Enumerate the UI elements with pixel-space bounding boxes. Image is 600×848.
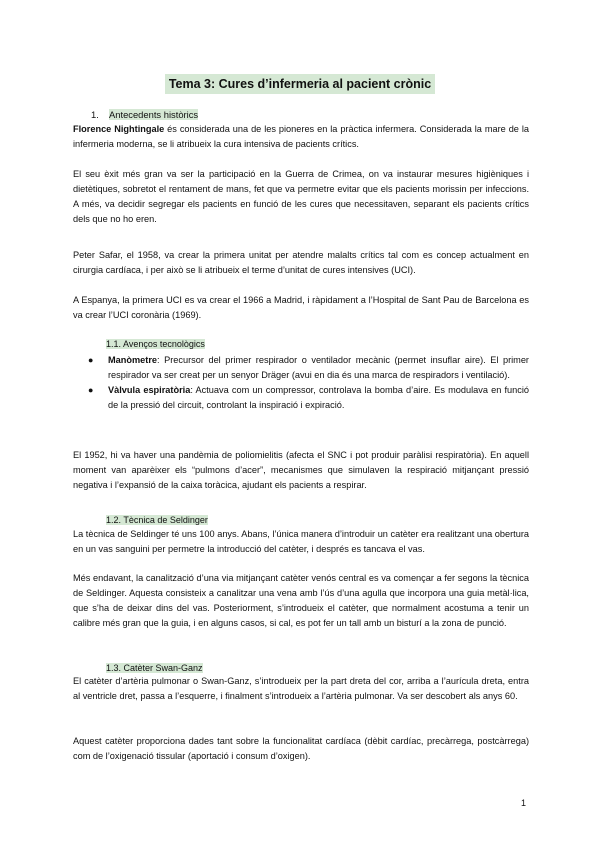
paragraph-1-bold: Florence Nightingale: [73, 124, 165, 134]
paragraph-8: [73, 674, 529, 704]
subsection-label: 1.2. Tècnica de Seldinger: [106, 515, 208, 525]
list-item-bold: Manòmetre: [108, 355, 158, 365]
subsection-heading-1-2: [106, 513, 208, 527]
bullet-icon: ●: [88, 355, 94, 365]
subsection-heading-1-3: [106, 661, 203, 675]
list-item: [88, 353, 529, 383]
paragraph-1-text: és considerada una de les pioneres en la pràctica infermera. Considerada la mare de la infermeria moderna, se li atribueix la cura intensiva de pacients crítics.: [73, 124, 529, 149]
paragraph-5-text: El 1952, hi va haver una pandèmia de poliomielitis (afecta el SNC i pot produir paràlisi respiratòria). En aquell moment van aparèixer els “pulmons d’acer”, mecanismes que simulaven la respiració mitjançant pressió negativa i l’expansió de la caixa toràcica, ajudant els pacients a respirar.: [73, 450, 529, 490]
paragraph-3-text: Peter Safar, el 1958, va crear la primera unitat per atendre malalts crítics tal com es concep actualment en cirurgia cardíaca, i per això se li atribueix el terme d’unitat de cures intensives (UCI).: [73, 250, 529, 275]
title-wrapper: [0, 74, 600, 94]
paragraph-1: [73, 122, 529, 152]
section-label: Antecedents històrics: [109, 109, 199, 120]
list-item-text: : Actuava com un compressor, controlava la bomba d’aire. Es modulava en funció de la pressió del circuit, controlant la inspiració i expiració.: [108, 385, 529, 410]
paragraph-4-text: A Espanya, la primera UCI es va crear el 1966 a Madrid, i ràpidament a l’Hospital de Sant Pau de Barcelona es va crear l’UCI coronària (1969).: [73, 295, 529, 320]
subsection-label: 1.1. Avenços tecnològics: [106, 339, 205, 349]
page-number: 1: [520, 798, 526, 808]
paragraph-9-text: Aquest catèter proporciona dades tant sobre la funcionalitat cardíaca (dèbit cardíac, precàrrega, postcàrrega) com de l’oxigenació tissular (aportació i consum d’oxigen).: [73, 736, 529, 761]
paragraph-2: [73, 167, 529, 227]
bullet-icon: ●: [88, 385, 94, 395]
paragraph-5: [73, 448, 529, 493]
paragraph-4: [73, 293, 529, 323]
paragraph-3: [73, 248, 529, 278]
paragraph-9: [73, 734, 529, 764]
paragraph-7-text: Més endavant, la canalització d’una via mitjançant catèter venós central es va començar a fer segons la tècnica de Seldinger. Aquesta consisteix a canalitzar una vena amb l’ús d’una agulla que incorpora una guia metàl·lica, que s’ha de deixar dins del vas. Posteriorment, s’introdueix el catèter, que normalment acostuma a tenir un calibre més gran que la guia, i en alguns casos, si cal, es pot fer un tall amb un bisturí a la zona de punció.: [73, 573, 529, 628]
bullet-list: [88, 353, 529, 413]
list-item-bold: Vàlvula espiratòria: [108, 385, 191, 395]
paragraph-6: [73, 527, 529, 557]
section-number: 1.: [91, 109, 99, 120]
list-item-text: : Precursor del primer respirador o ventilador mecànic (permet insuflar aire). El primer respirador va ser creat per un senyor Dräger (avui en dia és una marca de respiradors i ventilació).: [108, 355, 529, 380]
paragraph-6-text: La tècnica de Seldinger té uns 100 anys. Abans, l’única manera d’introduir un catèter era realitzant una obertura en un vas sanguini per permetre la introducció del catèter, i després es tancava el vas.: [73, 529, 529, 554]
subsection-heading-1-1: [106, 337, 205, 351]
subsection-label: 1.3. Catèter Swan-Ganz: [106, 663, 203, 673]
paragraph-2-text: El seu èxit més gran va ser la participació en la Guerra de Crimea, on va instaurar mesures higièniques i dietètiques, sobretot el rentament de mans, fet que va permetre evitar que els pacients morissin per infeccions. A més, va decidir segregar els pacients en funció de les cures que necessitaven, separant els pacients crítics dels que no ho eren.: [73, 169, 529, 224]
page-title: Tema 3: Cures d’infermeria al pacient crònic: [165, 74, 435, 94]
section-heading-1: [91, 108, 198, 122]
list-item: [88, 383, 529, 413]
paragraph-8-text: El catèter d’artèria pulmonar o Swan-Ganz, s’introdueix per la part dreta del cor, arriba a l’aurícula dreta, entra al ventricle dret, passa a l’esquerre, i finalment s’introdueix a l’artèria pulmonar. Va ser descobert als anys 60.: [73, 676, 529, 701]
paragraph-7: [73, 571, 529, 631]
